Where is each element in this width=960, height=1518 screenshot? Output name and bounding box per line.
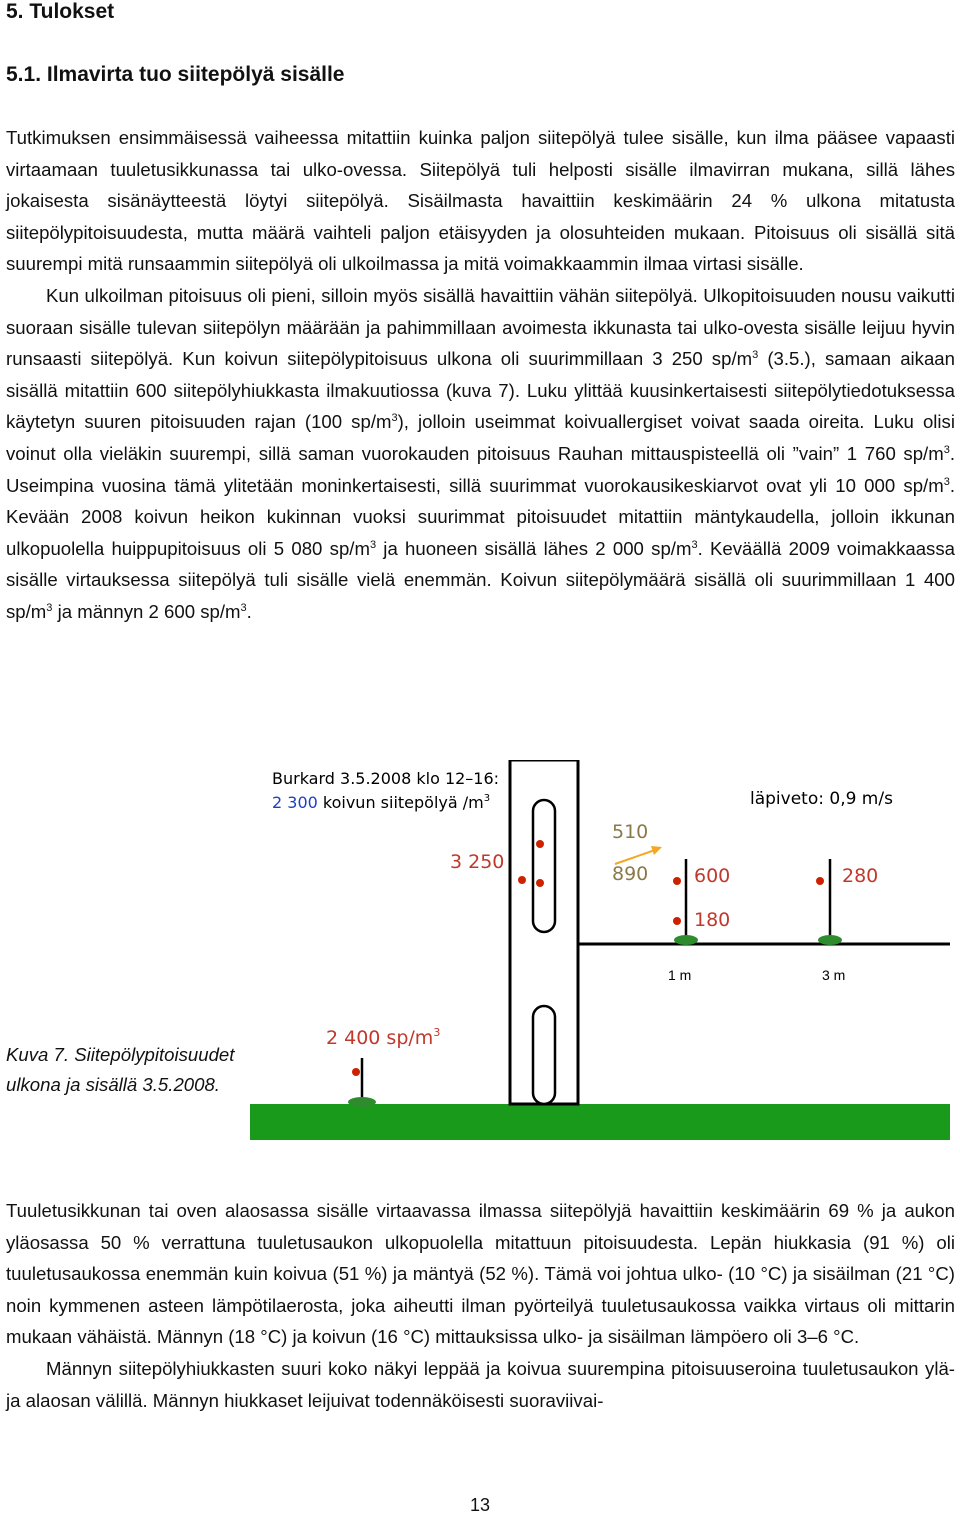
draught-label: läpiveto: 0,9 m/s — [750, 789, 893, 809]
window-opening — [533, 800, 555, 932]
outside-sampler — [518, 876, 526, 884]
superscript: 3 — [369, 538, 377, 551]
paragraph-2-text-9: . — [246, 600, 252, 622]
outdoor-sampler — [352, 1068, 360, 1076]
superscript: 3 — [943, 443, 950, 456]
figure-caption: Kuva 7. Siitepölypitoisuudet ulkona ja sisällä 3.5.2008. — [6, 1044, 235, 1095]
indoor-1m-top-value: 600 — [694, 865, 731, 887]
subsection-heading: 5.1. Ilmavirta tuo siitepölyä sisälle — [6, 63, 345, 86]
window-bottom-value: 890 — [612, 863, 649, 885]
paragraph-2-text-2: (3.5.), samaan aikaan sisällä mitattiin 600 siitepölyhiukkasta ilmakuutiossa (kuva 7). Luku ylittää kuusinkertaisesti siitepölytiedotuksessa käytetyn suuren pitoisuuden rajan (100 sp/m — [6, 348, 955, 433]
paragraph-2-text-8: ja männyn 2 600 sp/m — [52, 600, 241, 622]
superscript: 3 — [46, 601, 53, 614]
airflow-arrowhead — [651, 846, 662, 855]
indoor-1m-bottom-sampler — [673, 917, 681, 925]
burkard-unit-sup: 3 — [483, 793, 491, 804]
superscript: 3 — [752, 348, 759, 361]
indoor-1m-base — [674, 935, 698, 945]
distance-3m-label: 3 m — [822, 967, 846, 983]
superscript: 3 — [943, 475, 950, 488]
figure-title-line2 — [272, 793, 490, 812]
window-bottom-sampler — [536, 879, 544, 887]
ground-value-text: 2 400 sp/m — [326, 1027, 434, 1049]
section-heading: 5. Tulokset — [6, 0, 115, 23]
indoor-3m-base — [818, 935, 842, 945]
paragraph-1-text: Tutkimuksen ensimmäisessä vaiheessa mitattiin kuinka paljon siitepölyä tulee sisälle, kun ilma pääsee vapaasti virtaamaan tuuletusikkunassa tai ulko-ovessa. Siitepölyä tuli helposti sisälle ilmavirran mukana, sillä lähes jokaisesta sisänäytteestä löytyi siitepölyä. Sisäilmasta havaittiin keskimäärin 24 % ulkona mitatusta siitepölypitoisuudesta, mutta määrä vaihteli paljon etäisyyden ja olosuhteiden mukaan. Pitoisuus oli sisällä sitä suurempi mitä runsaammin siitepölyä oli ulkoilmassa ja mitä voimakkaammin ilmaa virtasi sisälle. — [6, 127, 955, 275]
pollen-measurement-diagram — [250, 760, 950, 1150]
outdoor-base — [348, 1097, 376, 1107]
superscript: 3 — [240, 601, 247, 614]
ground-value — [326, 1026, 440, 1049]
paragraph-1 — [6, 122, 955, 280]
superscript: 3 — [691, 538, 698, 551]
body-text-top — [6, 122, 955, 628]
indoor-3m-value: 280 — [842, 865, 879, 887]
outside-value: 3 250 — [450, 851, 505, 873]
grass-ground — [250, 1104, 950, 1140]
ground-value-sup: 3 — [433, 1026, 441, 1039]
paragraph-2-text-7: . Keväällä 2009 voimakkaassa sisälle virtauksessa siitepölyä tuli sisälle vielä enemmän. Koivun siitepölymäärä sisällä oli suurimmillaan 1 400 sp/m — [6, 537, 955, 622]
paragraph-2-text-1: Kun ulkoilman pitoisuus oli pieni, silloin myös sisällä havaittiin vähän siitepölyä. Ulkopitoisuuden nousu vaikutti suoraan sisälle tulevan siitepölyn määrään ja pahimmillaan avoimesta ikkunasta tai ulko-ovesta sisälle leijuu hyvin runsaasti siitepölyä. Kun koivun siitepölypitoisuus ulkona oli suurimmillaan 3 250 sp/m — [6, 284, 955, 370]
door-opening — [533, 1006, 555, 1104]
distance-1m-label: 1 m — [668, 967, 692, 983]
burkard-value: 2 300 — [272, 793, 318, 812]
indoor-3m-sampler — [816, 877, 824, 885]
paragraph-2-text-4: . Useimpina vuosina tämä ylitetään moninkertaisesti, sillä suurimmat vuorokausikeskiarvot ovat yli 10 000 sp/m — [6, 442, 955, 496]
figure-title-line1: Burkard 3.5.2008 klo 12–16: — [272, 769, 500, 788]
airflow-arrow — [615, 850, 655, 864]
indoor-1m-top-sampler — [673, 877, 681, 885]
paragraph-2-text-3: ), jolloin useimmat koivuallergiset voivat saada oireita. Luku olisi voinut olla vieläkin suurempi, sillä saman vuorokauden pitoisuus Rauhan mittauspisteellä oli ”vain” 1 760 sp/m — [6, 411, 955, 464]
page-number: 13 — [469, 1495, 491, 1515]
paragraph-2-text-5: . Kevään 2008 koivun heikon kukinnan vuoksi suurimmat pitoisuudet mitattiin mäntykaudella, jolloin ikkunan ulkopuolella huippupitoisuus oli 5 080 sp/m — [6, 474, 955, 559]
indoor-1m-bottom-value: 180 — [694, 909, 731, 931]
window-top-value: 510 — [612, 821, 649, 843]
burkard-unit: koivun siitepölyä /m — [317, 793, 484, 812]
paragraph-3: Tuuletusikkunan tai oven alaosassa sisälle virtaavassa ilmassa siitepölyjä havaittiin keskimäärin 69 % ja aukon yläosassa 50 % verrattuna tuuletusaukon ulkopuolella mitattuun pitoisuudesta. Lepän hiukkasia (91 %) oli tuuletusaukossa enemmän kuin koivua (51 %) ja mäntyä (52 %). Tämä voi johtua ulko- (10 °C) ja sisäilman (21 °C) noin kymmenen asteen lämpötilaerosta, joka aiheutti ilman pyörteilyä tuuletusaukossa vaikka virtaus oli mittarin mukaan vähäistä. Männyn (18 °C) ja koivun (16 °C) mittauksissa ulko- ja sisäilman lämpöero oli 3–6 °C. — [6, 1200, 955, 1348]
paragraph-2 — [6, 280, 955, 628]
superscript: 3 — [391, 412, 398, 425]
body-text-bottom — [6, 1195, 955, 1416]
window-top-sampler — [536, 840, 544, 848]
paragraph-2-text-6: ja huoneen sisällä lähes 2 000 sp/m — [376, 537, 692, 559]
paragraph-4: Männyn siitepölyhiukkasten suuri koko näkyi leppää ja koivua suurempina pitoisuuseroina tuuletusaukon ylä- ja alaosan välillä. Männyn hiukkaset leijuivat todennäköisesti suoraviivai- — [6, 1357, 955, 1411]
